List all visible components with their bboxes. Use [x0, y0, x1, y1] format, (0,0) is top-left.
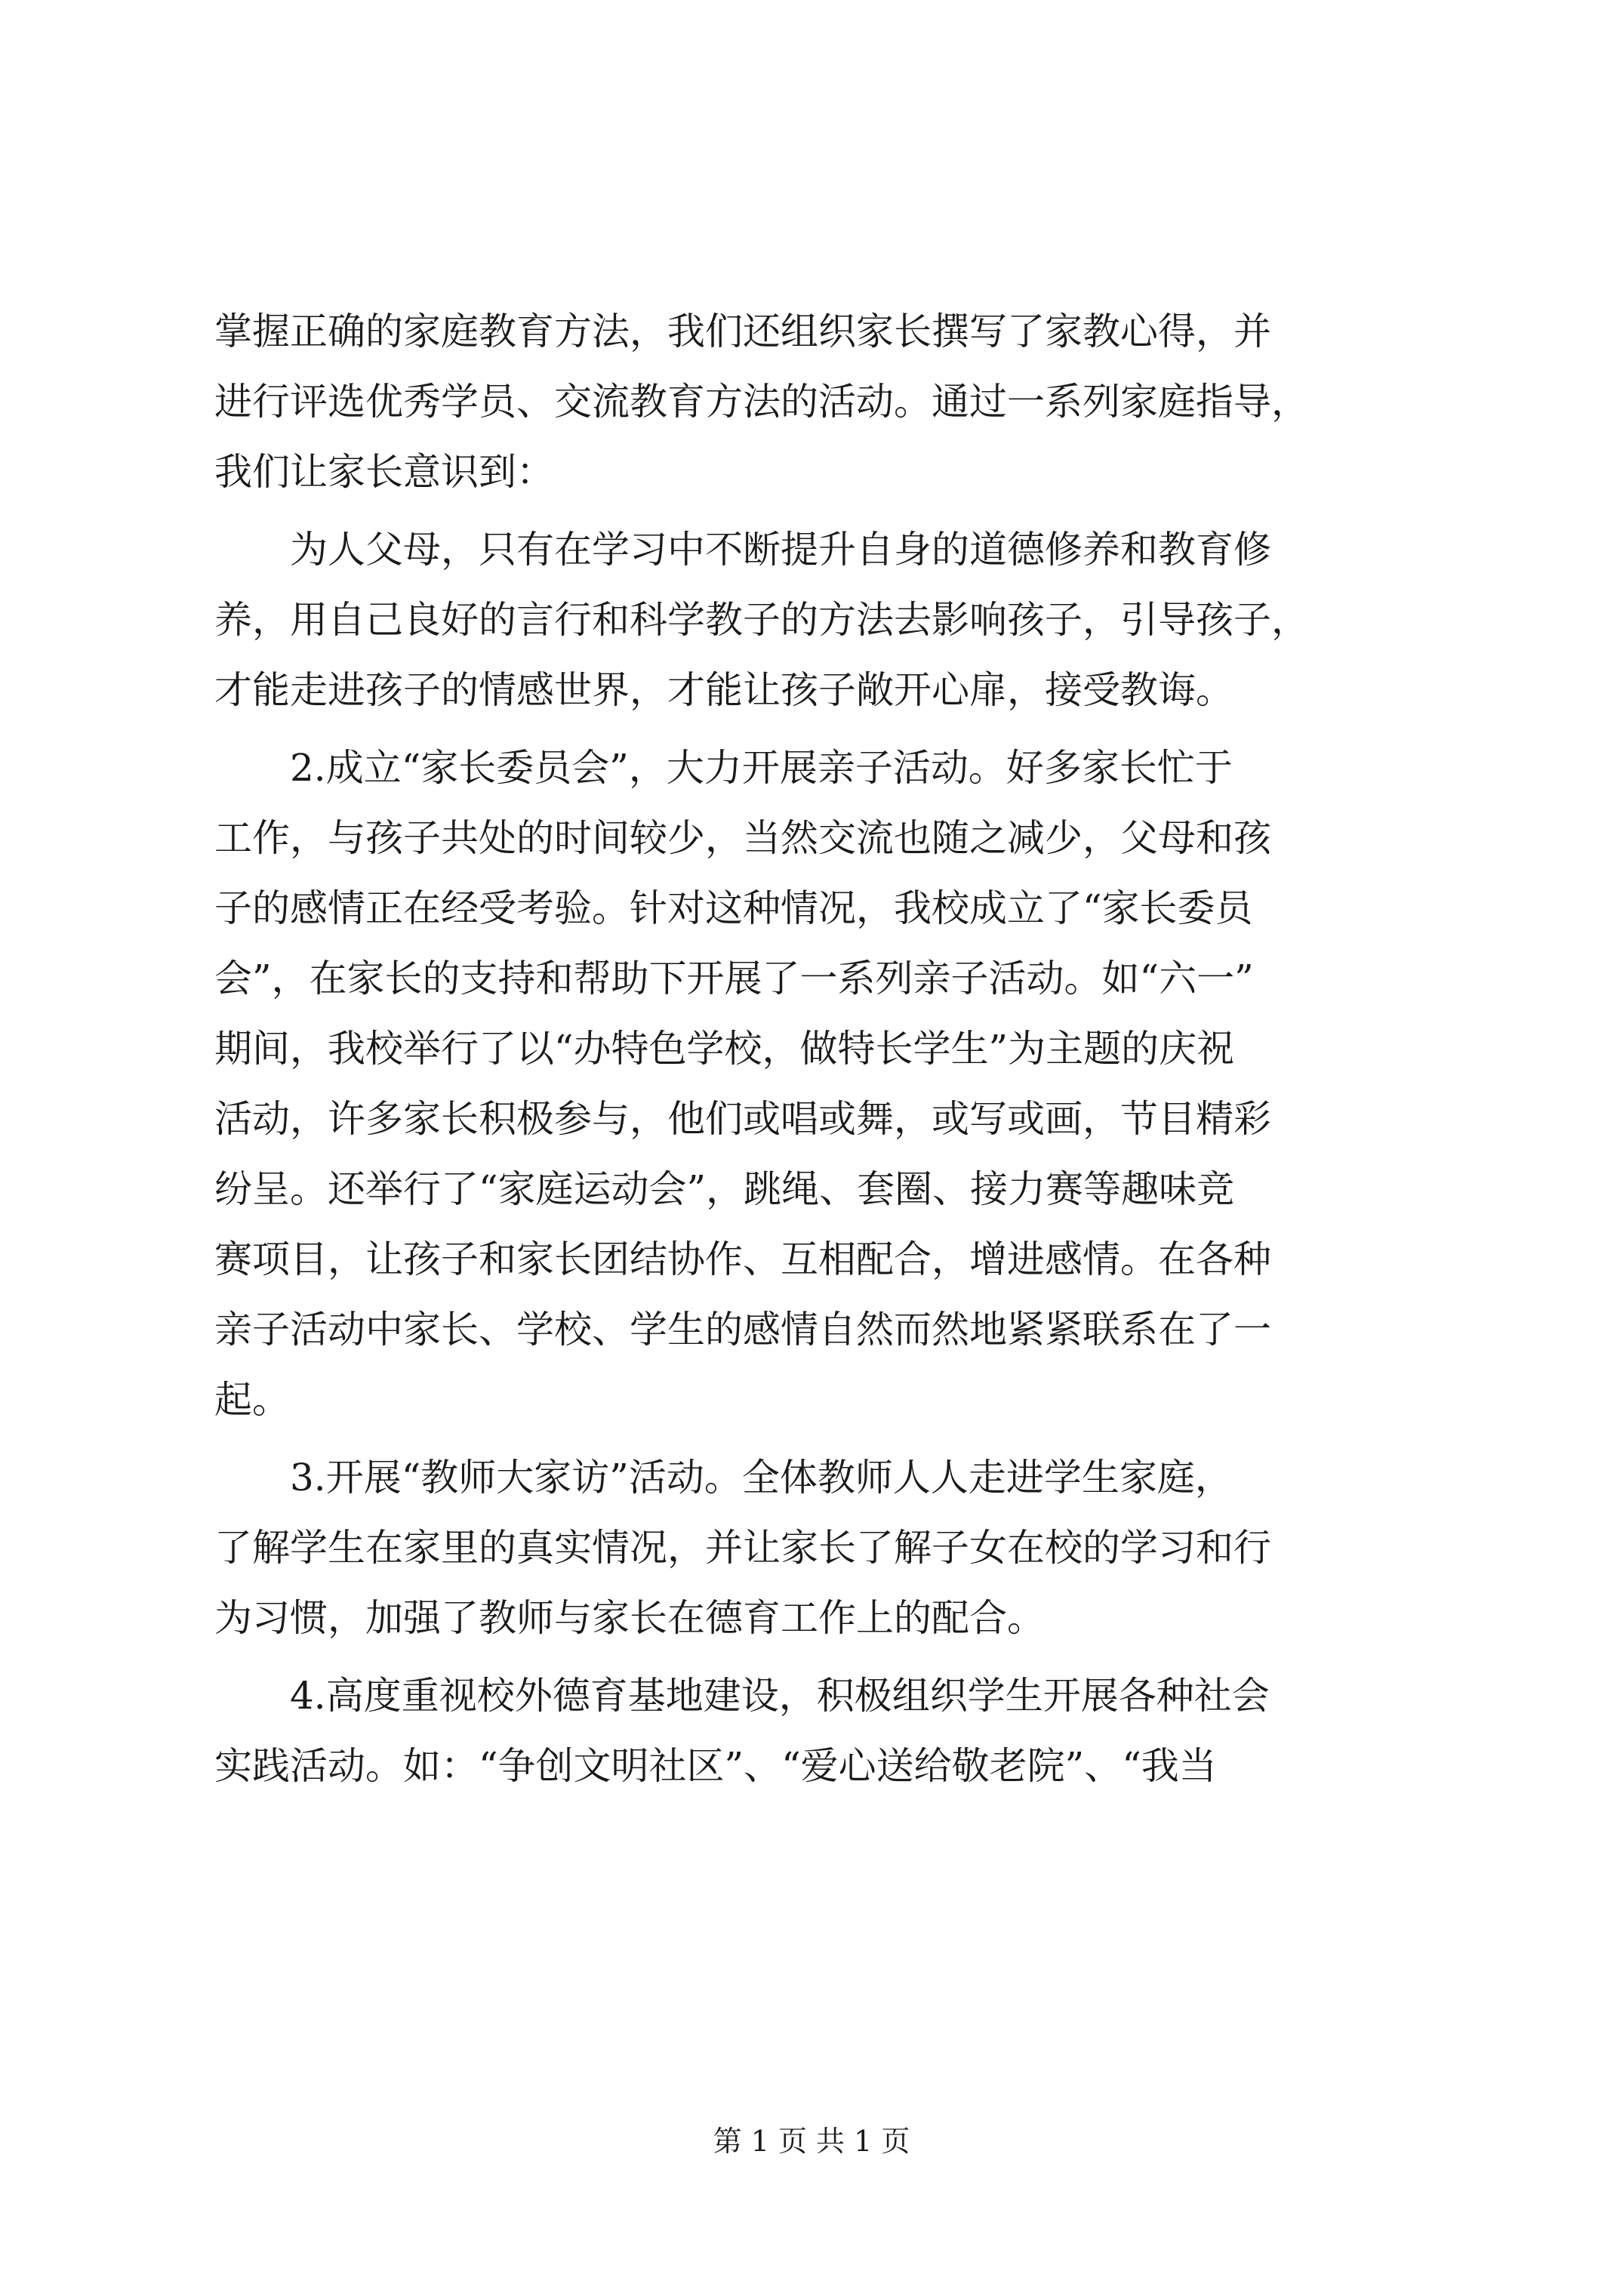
text-line: 4.高度重视校外德育基地建设，积极组织学生开展各种社会 [290, 1674, 1270, 1718]
text-line: 才能走进孩子的情感世界，才能让孩子敞开心扉，接受教诲。 [214, 668, 1233, 712]
paragraph-1 [214, 297, 1437, 507]
text-line: 亲子活动中家长、学校、学生的感情自然而然地紧紧联系在了一 [214, 1308, 1271, 1351]
text-line: 起。 [214, 1378, 290, 1422]
body-text [214, 297, 1437, 1801]
text-line: 期间，我校举行了以“办特色学校，做特长学生”为主题的庆祝 [214, 1027, 1235, 1071]
text-line: 3.开展“教师大家访”活动。全体教师人人走进学生家庭， [290, 1456, 1233, 1499]
paragraph-2 [214, 515, 1437, 726]
paragraph-3 [214, 733, 1437, 1435]
text-line: 掌握正确的家庭教育方法，我们还组织家长撰写了家教心得，并 [214, 310, 1271, 353]
text-line: 实践活动。如：“争创文明社区”、“爱心送给敬老院”、“我当 [214, 1744, 1217, 1788]
text-line: 了解学生在家里的真实情况，并让家长了解子女在校的学习和行 [214, 1526, 1271, 1570]
text-line: 我们让家长意识到： [214, 450, 554, 494]
text-line: 赛项目，让孩子和家长团结协作、互相配合，增进感情。在各种 [214, 1237, 1271, 1281]
paragraph-4 [214, 1443, 1437, 1653]
text-line: 为习惯，加强了教师与家长在德育工作上的配合。 [214, 1596, 1045, 1640]
text-line: 养，用自己良好的言行和科学教子的方法去影响孩子，引导孩子， [214, 598, 1309, 642]
text-line: 活动，许多家长积极参与，他们或唱或舞，或写或画，节目精彩 [214, 1097, 1271, 1141]
text-line: 会”，在家长的支持和帮助下开展了一系列亲子活动。如“六一” [214, 957, 1254, 1000]
text-line: 工作，与孩子共处的时间较少，当然交流也随之减少，父母和孩 [214, 816, 1271, 860]
text-line: 为人父母，只有在学习中不断提升自身的道德修养和教育修 [290, 528, 1271, 572]
text-line: 2.成立“家长委员会”，大力开展亲子活动。好多家长忙于 [290, 746, 1233, 790]
page-number-footer: 第 1 页 共 1 页 [713, 2125, 910, 2158]
text-line: 进行评选优秀学员、交流教育方法的活动。通过一系列家庭指导， [214, 380, 1309, 424]
text-line: 子的感情正在经受考验。针对这种情况，我校成立了“家长委员 [214, 886, 1253, 930]
text-line: 纷呈。还举行了“家庭运动会”，跳绳、套圈、接力赛等趣味竞 [214, 1167, 1235, 1211]
paragraph-5 [214, 1661, 1437, 1801]
